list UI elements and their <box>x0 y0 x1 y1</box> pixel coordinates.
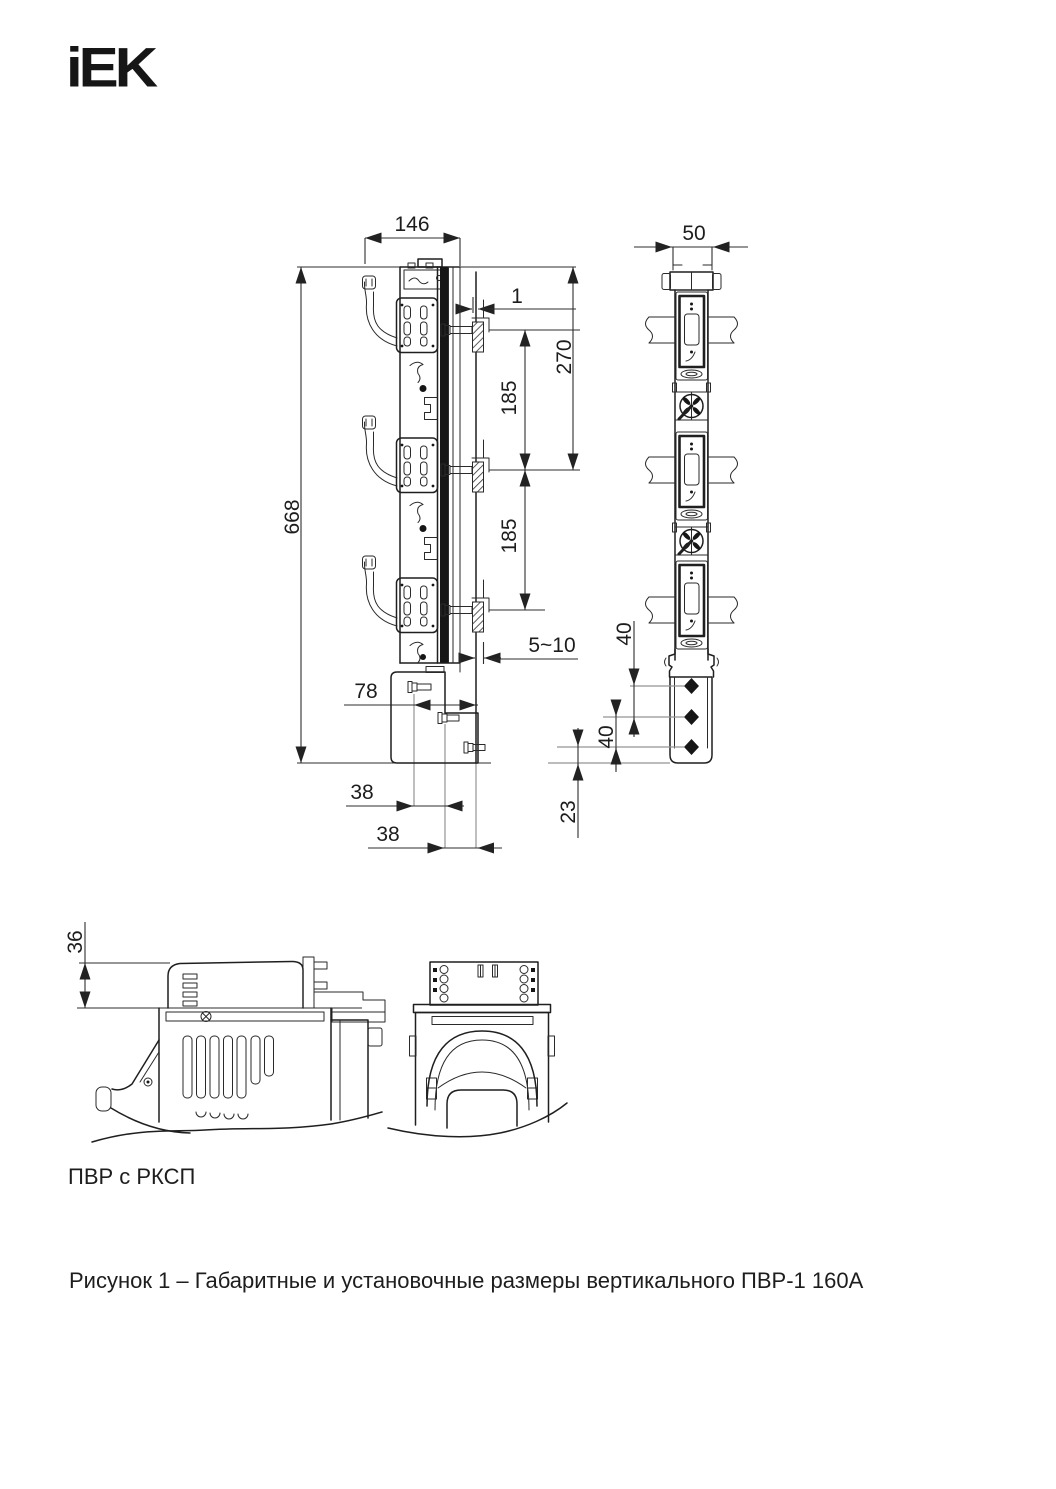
clamp-pad <box>473 322 484 352</box>
dim-side-38a-label: 38 <box>350 781 374 804</box>
side-view-extension-lines <box>297 238 580 848</box>
front-module-1 <box>676 292 708 380</box>
terminal-hole-1 <box>684 678 699 694</box>
dim-front-width <box>634 222 748 265</box>
dim-front-23 <box>557 728 580 838</box>
dim-side-185a <box>498 330 525 470</box>
clamp-pad <box>473 602 484 632</box>
dim-side-clearance-label: 5~10 <box>528 634 576 657</box>
dim-side-185b <box>498 470 525 610</box>
busbar-stub-2 <box>646 457 738 483</box>
interlock-detail-3 <box>410 642 426 662</box>
side-view-device <box>363 259 490 763</box>
interlock-detail-1 <box>410 362 438 419</box>
dim-side-38b <box>368 823 502 848</box>
dim-front-23-label: 23 <box>557 800 580 824</box>
iek-logo: iEK <box>66 36 155 99</box>
base-bolt-3 <box>464 742 473 753</box>
front-module-2 <box>676 432 708 520</box>
busbar-stub-1 <box>646 317 738 343</box>
dim-detail-36 <box>64 922 362 1008</box>
dim-side-185b-label: 185 <box>498 518 521 554</box>
dim-side-width-label: 146 <box>394 213 430 236</box>
operating-handle-1 <box>673 383 711 420</box>
dim-side-width <box>365 213 460 238</box>
dim-front-40b <box>595 700 618 772</box>
clamp-pad <box>473 462 484 492</box>
operating-handle-2 <box>673 523 711 555</box>
detail-front-base <box>388 1005 567 1137</box>
dim-side-gap <box>456 285 576 313</box>
dim-side-270-label: 270 <box>553 339 576 375</box>
top-fitting <box>404 270 442 289</box>
detail-view-label: ПВР с РКСП <box>68 1164 196 1189</box>
dim-side-height-label: 668 <box>281 499 304 535</box>
dim-front-width-label: 50 <box>682 222 706 245</box>
figure-caption: Рисунок 1 – Габаритные и установочные размеры вертикального ПВР-1 160А <box>69 1268 864 1293</box>
interlock-detail-2 <box>410 502 438 559</box>
bottom-terminal <box>665 649 719 763</box>
dim-side-38b-label: 38 <box>376 823 400 846</box>
dim-side-clearance <box>459 634 578 664</box>
dim-side-78-label: 78 <box>354 680 378 703</box>
detail-view-front <box>388 962 567 1137</box>
dim-side-185a-label: 185 <box>498 380 521 416</box>
device-base <box>391 663 485 763</box>
busbar-stub-3 <box>646 597 738 623</box>
front-view <box>548 222 748 838</box>
dim-detail-36-label: 36 <box>64 930 87 954</box>
side-view <box>281 213 580 848</box>
dim-front-40b-label: 40 <box>595 725 618 749</box>
terminal-hole-3 <box>684 739 699 755</box>
dim-front-40a-label: 40 <box>613 622 636 646</box>
connector-block <box>430 962 538 1005</box>
detail-body <box>92 1008 382 1142</box>
detail-view-side <box>64 922 385 1142</box>
dim-side-gap-label: 1 <box>511 285 523 308</box>
base-bolt-1 <box>408 682 417 693</box>
dim-side-270 <box>553 267 576 470</box>
base-bolt-2 <box>438 713 447 724</box>
dim-side-38a <box>346 781 464 806</box>
front-module-3 <box>676 561 708 649</box>
dim-side-height <box>281 267 304 763</box>
front-view-device <box>646 265 738 763</box>
terminal-hole-2 <box>684 709 699 725</box>
break-line <box>92 1112 382 1142</box>
